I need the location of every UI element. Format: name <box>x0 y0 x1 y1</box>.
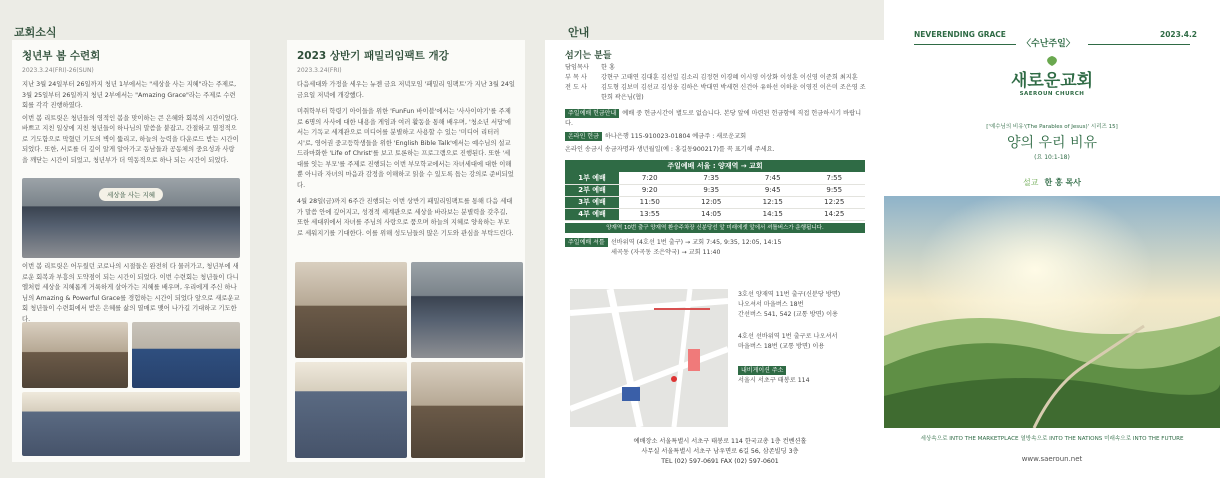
transit-line: 나오셔서 마을버스 18번 <box>738 301 804 308</box>
location-map <box>570 289 728 427</box>
shuttle-schedule-table <box>565 160 865 221</box>
news-article-retreat <box>12 40 250 462</box>
time-cell: 7:55 <box>804 172 866 184</box>
article-title: 2023 상반기 패밀리임팩트 개강 <box>297 50 449 62</box>
sunday-name <box>1022 36 1075 49</box>
transit-line: 간선버스 541, 542 (교통 방면) 이용 <box>738 311 839 318</box>
shuttle-line: 선바위역 (4호선 1번 출구) → 교회 7:45, 9:35, 12:05, 14:15 <box>610 238 782 246</box>
online-offering <box>565 132 867 142</box>
transit-line: 마을버스 18번 (교통 방면) 이용 <box>738 343 825 350</box>
article-paragraph: 이번 봄 리트릿은 청년들의 영적인 봄을 맞이하는 큰 은혜와 회복의 시간이었다. 바쁘고 지친 일상에 지친 청년들이 하나님의 말씀을 붙잡고, 간절하고 열정적으로 기도함으로 막혔던 기도의 벽이 뚫리고, 하늘의 능력을 다운로드 받는 시간이 되었다. 또한, 서로를 더 깊이 알게 알아가고 동남들과 공동체의 중요성과 사랑을 깨닫는 시간이 되었고, 청년부가 더 역동적으로 하나 되는 시간이 되었다. <box>22 114 239 164</box>
sermon-title: 양의 우리 비유 <box>1006 135 1098 151</box>
offering-text: 예배 중 헌금시간이 별도로 없습니다. 본당 앞에 마련된 헌금함에 직접 헌금하시기 바랍니다. <box>565 110 862 127</box>
scripture-reference: (요 10:1-18) <box>1034 154 1070 161</box>
divider <box>914 44 1016 45</box>
time-cell: 7:35 <box>681 172 743 184</box>
server-names: 강현구 고태연 김대훈 김선일 김소리 김정현 이경혜 이시영 이상화 이성훈 이신영 이준희 최지훈 <box>601 74 858 81</box>
preacher-name: 한 홍 목사 <box>1044 178 1081 187</box>
service-label: 4부 예배 <box>565 208 619 220</box>
time-cell: 12:15 <box>742 196 804 208</box>
article-date: 2023.3.24(FRI) <box>297 67 342 74</box>
preacher-label: 설교 <box>1023 178 1039 187</box>
server-role: 담임목사 <box>565 64 589 71</box>
church-website[interactable]: www.saeroun.net <box>1021 455 1083 463</box>
bulletin-cover <box>884 0 1220 478</box>
time-cell: 13:55 <box>619 208 681 220</box>
sermon-series: ['예수님의 비유'(The Parables of Jesus)' 시리즈 15] <box>986 124 1118 130</box>
time-cell: 7:45 <box>742 172 804 184</box>
shuttle-line: 세곡동 (자곡동 조은약국) → 교회 11:40 <box>611 248 721 256</box>
brand-tagline: NEVERENDING GRACE <box>914 30 1006 39</box>
service-label: 2부 예배 <box>565 184 619 196</box>
servers-title: 섬기는 분들 <box>565 51 612 61</box>
shuttle-tag: 주일예배 셔틀 <box>565 238 608 247</box>
family-impact-photo <box>411 362 523 458</box>
time-cell: 12:05 <box>681 196 743 208</box>
server-row <box>565 83 867 103</box>
server-names: 한 홍 <box>601 64 615 71</box>
time-cell: 14:05 <box>681 208 743 220</box>
chevron-left-icon: 〈 <box>1022 39 1032 49</box>
divider <box>1088 44 1190 45</box>
navi-tag: 내비게이션 주소 <box>738 366 786 375</box>
church-name: 새로운교회 <box>1010 71 1094 91</box>
chevron-right-icon: 〉 <box>1065 39 1075 49</box>
server-names: 김도형 김보미 김선교 김성웅 김하은 박대연 박세현 신건아 유하선 이하윤 이영진 이은미 조은영 조한희 곽은님(협) <box>601 84 866 101</box>
article-date: 2023.3.24(FRI)-26(SUN) <box>22 67 94 74</box>
servers-list <box>565 63 867 103</box>
time-cell: 9:55 <box>804 184 866 196</box>
retreat-photo <box>132 322 240 388</box>
server-role: 전 도 사 <box>565 84 587 91</box>
schedule-row <box>565 196 865 208</box>
schedule-title: 주일예배 서울 : 양재역 → 교회 <box>565 160 865 172</box>
article-paragraph: 미취학부터 학령기 아이들을 위한 'FunFun 바이블'에서는 '사사이야기'를 주제로 6명의 사사에 대한 내용을 게임과 여러 활동을 통해 배우며, '청소년 서당'에서는 기독교 세계관으로 미디어를 분별하고 사용할 수 있는 '미디어 리터러시'로, 영어권 중고등학생들을 위한 'English Bible Talk'에서는 예수님의 설교 드라마화한 'Life of Christ'를 보고 토론하는 프로그램으로 진행된다. 또한 '세대를 잇는 부모'를 주제로 진행되는 이번 부모학교에서는 자녀세대에 대한 이해뿐 아니라 자녀의 마음과 감정을 이해하고 읽을 수 있도록 돕는 강의로 준비되었다. <box>297 108 514 189</box>
schedule-row <box>565 172 865 184</box>
info-section-title: 안내 <box>568 26 590 39</box>
article-title: 청년부 봄 수련회 <box>22 50 101 62</box>
preacher-line <box>944 177 1160 188</box>
online-text: 하나은행 115-910023-01804 예금주 : 새로운교회 <box>604 133 747 140</box>
news-section-title: 교회소식 <box>14 26 57 39</box>
article-paragraph: 4월 28일(금)까지 6주간 진행되는 이번 상반기 패밀리임팩트를 통해 다음 세대가 말씀 안에 깊어지고, 성경적 세계관으로 세상을 바라보는 분별력을 갖추길, 또한 세대위에서 자녀를 주님의 사랑으로 품으며 하늘의 지혜로 양육하는 부모로 세워지기를 기대한다. 이를 위해 성도님들의 많은 기도와 관심을 부탁드린다. <box>297 198 514 237</box>
family-impact-photo <box>295 362 407 458</box>
online-tag: 온라인 헌금 <box>565 132 602 141</box>
time-cell: 9:45 <box>742 184 804 196</box>
transit-directions-2 <box>738 332 873 352</box>
time-cell: 9:20 <box>619 184 681 196</box>
server-row <box>565 73 867 83</box>
family-impact-photo <box>295 262 407 358</box>
schedule-row <box>565 208 865 220</box>
footer-line: 예배장소 서울특별시 서초구 태봉로 114 한국교총 1층 컨벤션홀 <box>633 438 807 445</box>
bulletin-date: 2023.4.2 <box>1160 30 1198 39</box>
schedule-note: 양재역 10번 출구 양재역 환승주차장 신분당선 앞 미래에셋 앞에서 셔틀버스가 운행됩니다. <box>565 223 865 233</box>
article-paragraph: 이번 봄 리트릿은 어두웠던 코로나의 시절들은 완전히 다 물러가고, 청년부에 새로운 회복과 부흥의 도약점이 되는 시간이 되었다. 이번 수련회는 청년들이 다니엘처럼 세상을 지혜롭게 거룩하게 살아가는 지혜를 배우며, 우리에게 주신 하나님의 Amazing & Powerful Grace를 경험하는 시간이 되었다 앞으로 새로운교회 청년들이 수련회에서 받은 은혜를 삶의 열매로 맺어 나가길 기대하고 기도한다. <box>22 263 240 323</box>
transit-line: 4호선 선바위역 1번 출구로 나오셔서 <box>738 333 838 340</box>
time-cell: 9:35 <box>681 184 743 196</box>
service-label: 1부 예배 <box>565 172 619 184</box>
retreat-photo <box>22 392 240 456</box>
online-note: 온라인 송금시 송금자명과 생년월일(예 : 홍길동900217)를 꼭 표기해 주세요. <box>565 146 775 153</box>
footer-line: TEL (02) 597-0691 FAX (02) 597-0601 <box>661 458 779 465</box>
sunday-label: 수난주일 <box>1031 39 1066 49</box>
map-graphic <box>570 289 728 427</box>
article-paragraph: 지난 3월 24일부터 26일까지 청년 1부에서는 "세상을 사는 지혜"라는 주제로, 3월 25일부터 26일까지 청년 2부에서는 "Amazing Grace"라는 주제로 수련회를 각각 진행하였다. <box>22 81 237 109</box>
leaf-icon <box>1042 55 1062 67</box>
time-cell: 12:25 <box>804 196 866 208</box>
landscape-graphic <box>884 196 1220 428</box>
shuttle-route <box>565 238 867 248</box>
church-motto: 세상속으로 INTO THE MARKETPLACE 열방속으로 INTO THE NATIONS 미래속으로 INTO THE FUTURE <box>920 436 1184 442</box>
time-cell: 7:20 <box>619 172 681 184</box>
offering-tag: 주일예배 헌금안내 <box>565 109 619 118</box>
photo-banner-caption: 세상을 사는 지혜 <box>99 188 163 201</box>
schedule-row <box>565 184 865 196</box>
navi-address: 서울시 서초구 태봉로 114 <box>738 377 810 384</box>
news-article-family-impact <box>287 40 525 462</box>
header-band <box>0 0 884 40</box>
offering-info <box>565 109 867 129</box>
time-cell: 14:15 <box>742 208 804 220</box>
navigation-address <box>738 366 810 386</box>
transit-directions-1 <box>738 290 873 320</box>
service-label: 3부 예배 <box>565 196 619 208</box>
family-impact-photo <box>411 262 523 358</box>
church-logo <box>1002 52 1102 97</box>
server-row <box>565 63 867 73</box>
time-cell: 14:25 <box>804 208 866 220</box>
time-cell: 11:50 <box>619 196 681 208</box>
church-name-en: SAEROUN CHURCH <box>1019 91 1085 97</box>
server-role: 부 목 사 <box>565 74 587 81</box>
retreat-photo <box>22 322 128 388</box>
article-paragraph: 다음세대와 가정을 세우는 뉴젠 금요 저녁모임 '패밀리 임팩트'가 지난 3월 24일 금요일 저녁에 개강했다. <box>297 81 515 99</box>
footer-line: 사무실 서울특별시 서초구 남우면로 6길 56, 삼존빌딩 3층 <box>641 448 799 455</box>
cover-landscape-image <box>884 196 1220 428</box>
transit-line: 3호선 양재역 11번 출구(신분당 방면) <box>738 291 841 298</box>
retreat-group-photo <box>22 178 240 258</box>
church-footer <box>570 437 870 467</box>
